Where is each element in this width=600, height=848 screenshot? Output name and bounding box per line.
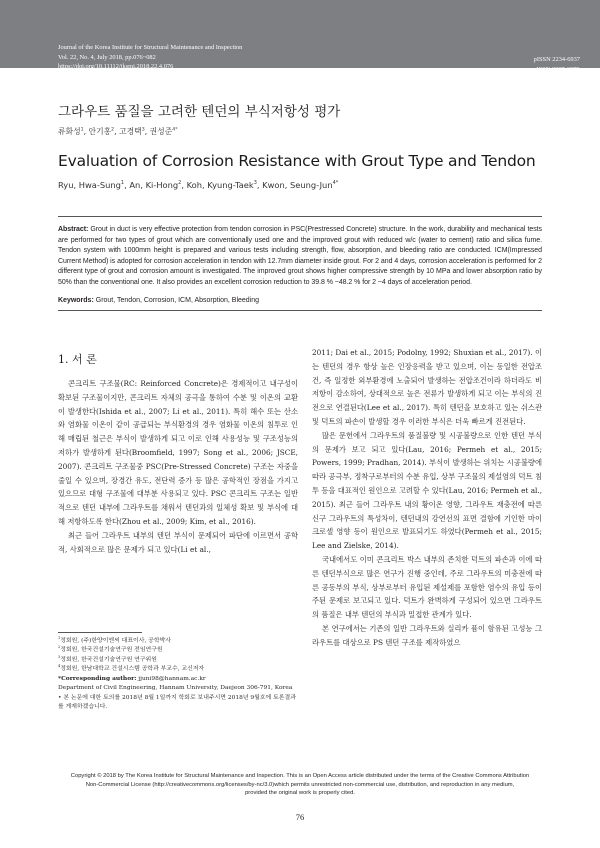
copyright-line: Copyright © 2018 by The Korea Institute for Structural Maintenance and Inspection. This is an Open Access article distributed under the terms of the Creative Commons Attribution	[70, 773, 530, 779]
abstract-box	[58, 216, 542, 311]
page-number: 76	[295, 812, 305, 822]
keywords-text: Grout, Tendon, Corrosion, ICM, Absorption, Bleeding	[95, 296, 260, 304]
paragraph: 국내에서도 이미 콘크리트 박스 내부의 존치한 덕트의 파손과 이에 따른 텐던부식으로 많은 연구가 진행 중인데, 주로 그라우트의 미충전에 따른 공동부의 부식, 상부로부터 유입된 제설제를 포함한 염수의 유입 등이 주된 문제로 보고되고 있다. 덕트가 완벽하게 구성되어 있으면 그라우트의 품질은 내부 텐던의 부식과 밀접한 관계가 있다.	[312, 554, 542, 620]
keywords	[58, 297, 542, 304]
footnotes	[58, 637, 298, 712]
journal-volume: Vol. 22, No. 4, July 2018, pp.076~082	[58, 53, 156, 61]
section-title: 1. 서 론	[58, 353, 97, 366]
left-column	[58, 377, 298, 556]
journal-header-banner	[0, 0, 600, 73]
footnote-divider	[58, 632, 142, 633]
author-department: Department of Civil Engineering, Hannam University, Daejeon 306-791, Korea	[58, 685, 293, 692]
footnote-affiliation: $^4$정회원, 한남대학교 건설시스템 공학과 부교수, 교신저자	[58, 663, 205, 672]
english-authors: Ryu, Hwa-Sung$^1$, An, Ki-Hong$^2$, Koh, Kyung-Taek$^3$, Kwon, Seung-Jun$^{4*}$	[58, 180, 339, 190]
footnote-affiliation: $^3$정회원, 한국건설기술연구원 연구위원	[58, 654, 157, 663]
journal-info	[58, 43, 242, 72]
abstract	[58, 225, 542, 289]
paragraph: 본 연구에서는 기존의 일반 그라우트와 실리카 퓸이 함유된 고성능 그라우트를 대상으로 PS 텐던 구조를 제작하였으	[312, 623, 542, 647]
korean-authors: 류화성$^1$, 안기홍$^2$, 고경택$^3$, 권성준$^{4*}$	[58, 127, 178, 136]
paragraph: 많은 문헌에서 그라우트의 품질불량 및 시공불량으로 인한 텐던 부식의 문제가 보고 되고 있다(Lau, 2016; Permeh et al., 2015; Powers, 1999; Pradhan, 2014). 부식이 발생하는 위치는 시공불량에 따라 공극부, 정착구로부터의 수분 유입, 상부 구조물의 제설염의 덕트 침투 등을 대표적인 원인으로 고려할 수 있다(Lau, 2016; Permeh et al., 2015). 최근 들어 그라우트 내의 황이온 영향, 그라우트 재충전에 따른 신구 그라우트의 특성차이, 텐던내의 강연선의 표면 결함에 기인한 마이크로셀 영향 등이 원인으로 발표되기도 하였다(Permeh et al., 2015; Lee and Zielske, 2014).	[312, 430, 543, 551]
abstract-text: Grout in duct is very effective protection from tendon corrosion in PSC(Prestressed Concrete) structure. In the work, durability and mechanical tests are performed for two types of grout which are conventionally used one and the improved grout with reduced w/c (water to cement) ratio and silica fume. Tendon system with 1000mm height is prepared and various tests including strength, flow, absorption, and bleeding ratio are conducted. ICM(Impressed Current Method) is adopted for corrosion acceleration in tendon with 12.7mm diameter inside grout. For 2 and 4 days, corrosion acceleration is performed for 2 different type of grout and corrosion amount is investigated. The improved grout shows higher compressive strength by 10 MPa and lower absorption ratio by 50% than the conventional one. It also provides an excellent corrosion reduction to 39.8 % ~48.2 % for 2 ~4 days of acceleration period.	[58, 226, 542, 286]
keywords-label: Keywords:	[58, 296, 94, 304]
journal-doi[interactable]: https://doi.org/10.11112/jksmi.2018.22.4.076	[58, 63, 174, 70]
paragraph: 2011; Dai et al., 2015; Podolny, 1992; Shuxian et al., 2017). 이는 텐던의 경우 항상 높은 인장응력을 받고 있으며, 이는 동일한 전압조건, 즉 일정한 외부환경에 노출되어 발생하는 전압조건이라 하더라도 비저항이 감소하여, 상대적으로 높은 전류가 발생하게 되고 이는 부식의 진전으로 연결된다(Lee et al., 2017). 특히 텐던을 보호하고 있는 쉬스관 및 덕트의 파손이 발생할 경우 이러한 부식은 더욱 빠르게 진전된다.	[312, 348, 542, 426]
copyright-line: provided the original work is properly cited.	[245, 790, 355, 797]
korean-title: 그라우트 품질을 고려한 텐던의 부식저항성 평가	[58, 104, 341, 120]
eissn: eISSN 2287-6979	[533, 65, 580, 73]
footnote-affiliation: $^2$정회원, 한국건설기술연구원 전임연구원	[58, 645, 163, 654]
copyright-line: Non-Commercial License (http://creativecommons.org/licenses/by-nc/3.0)which permits unrestricted non-commercial use, distribution, and reproduction in any medium,	[85, 781, 515, 788]
english-title: Evaluation of Corrosion Resistance with Grout Type and Tendon	[58, 152, 536, 170]
journal-name: Journal of the Korea Institute for Structural Maintenance and Inspection	[58, 44, 243, 51]
pissn: pISSN 2234-6937	[533, 56, 580, 63]
corresponding-author	[58, 674, 298, 684]
issn-info	[534, 55, 580, 74]
discussion-note: • 본 논문에 대한 토의를 2018년 8월 1일까지 학회로 보내주시면 2018년 9월호에 토론결과를 게재하겠습니다.	[58, 694, 296, 711]
paragraph: 콘크리트 구조물(RC: Reinforced Concrete)은 경제적이고 내구성이 확보된 구조물이지만, 콘크리트 자체의 공극을 통하여 수분 및 이온의 교환이 발생한다(Ishida et al., 2007; Li et al., 2011). 특히 해수 또는 산소와 염화물 이온이 같이 공급되는 부식환경의 경우 염화물 이온의 침투로 인해 매립된 철근은 부식이 발생하게 되고 이로 인해 사용성능 및 구조성능의 저하가 발생하게 된다(Broomfield, 1997; Song et al., 2006; JSCE, 2007). 콘크리트 구조물중 PSC(Pre-Stressed Concrete) 구조는 자중을 줄일 수 있으며, 장경간 유도, 전단력 증가 등 많은 공학적인 장점을 가지고 있으므로 대형 구조물에 대부분 사용되고 있다. PSC 콘크리트 구조는 일반적으로 텐던 내부에 그라우트를 채워서 텐던과의 일체성 확보 및 부식에 대해 저항하도록 한다(Zhou et al., 2009; Kim, et al., 2016).	[58, 379, 298, 526]
abstract-label: Abstract:	[58, 226, 89, 233]
paragraph: 최근 들어 그라우트 내부의 텐던 부식이 문제되어 파단에 이르면서 공학적, 사회적으로 많은 문제가 되고 있다(Li et al.,	[58, 530, 298, 554]
corresponding-email[interactable]: jjuni98@hannam.ac.kr	[138, 676, 206, 683]
footnote-affiliation: $^1$정회원, (주)한양이엔씨 대표이사, 공학박사	[58, 636, 171, 644]
corresponding-label: *Corresponding author:	[58, 675, 137, 683]
copyright-notice	[48, 772, 552, 798]
right-column	[312, 346, 542, 650]
